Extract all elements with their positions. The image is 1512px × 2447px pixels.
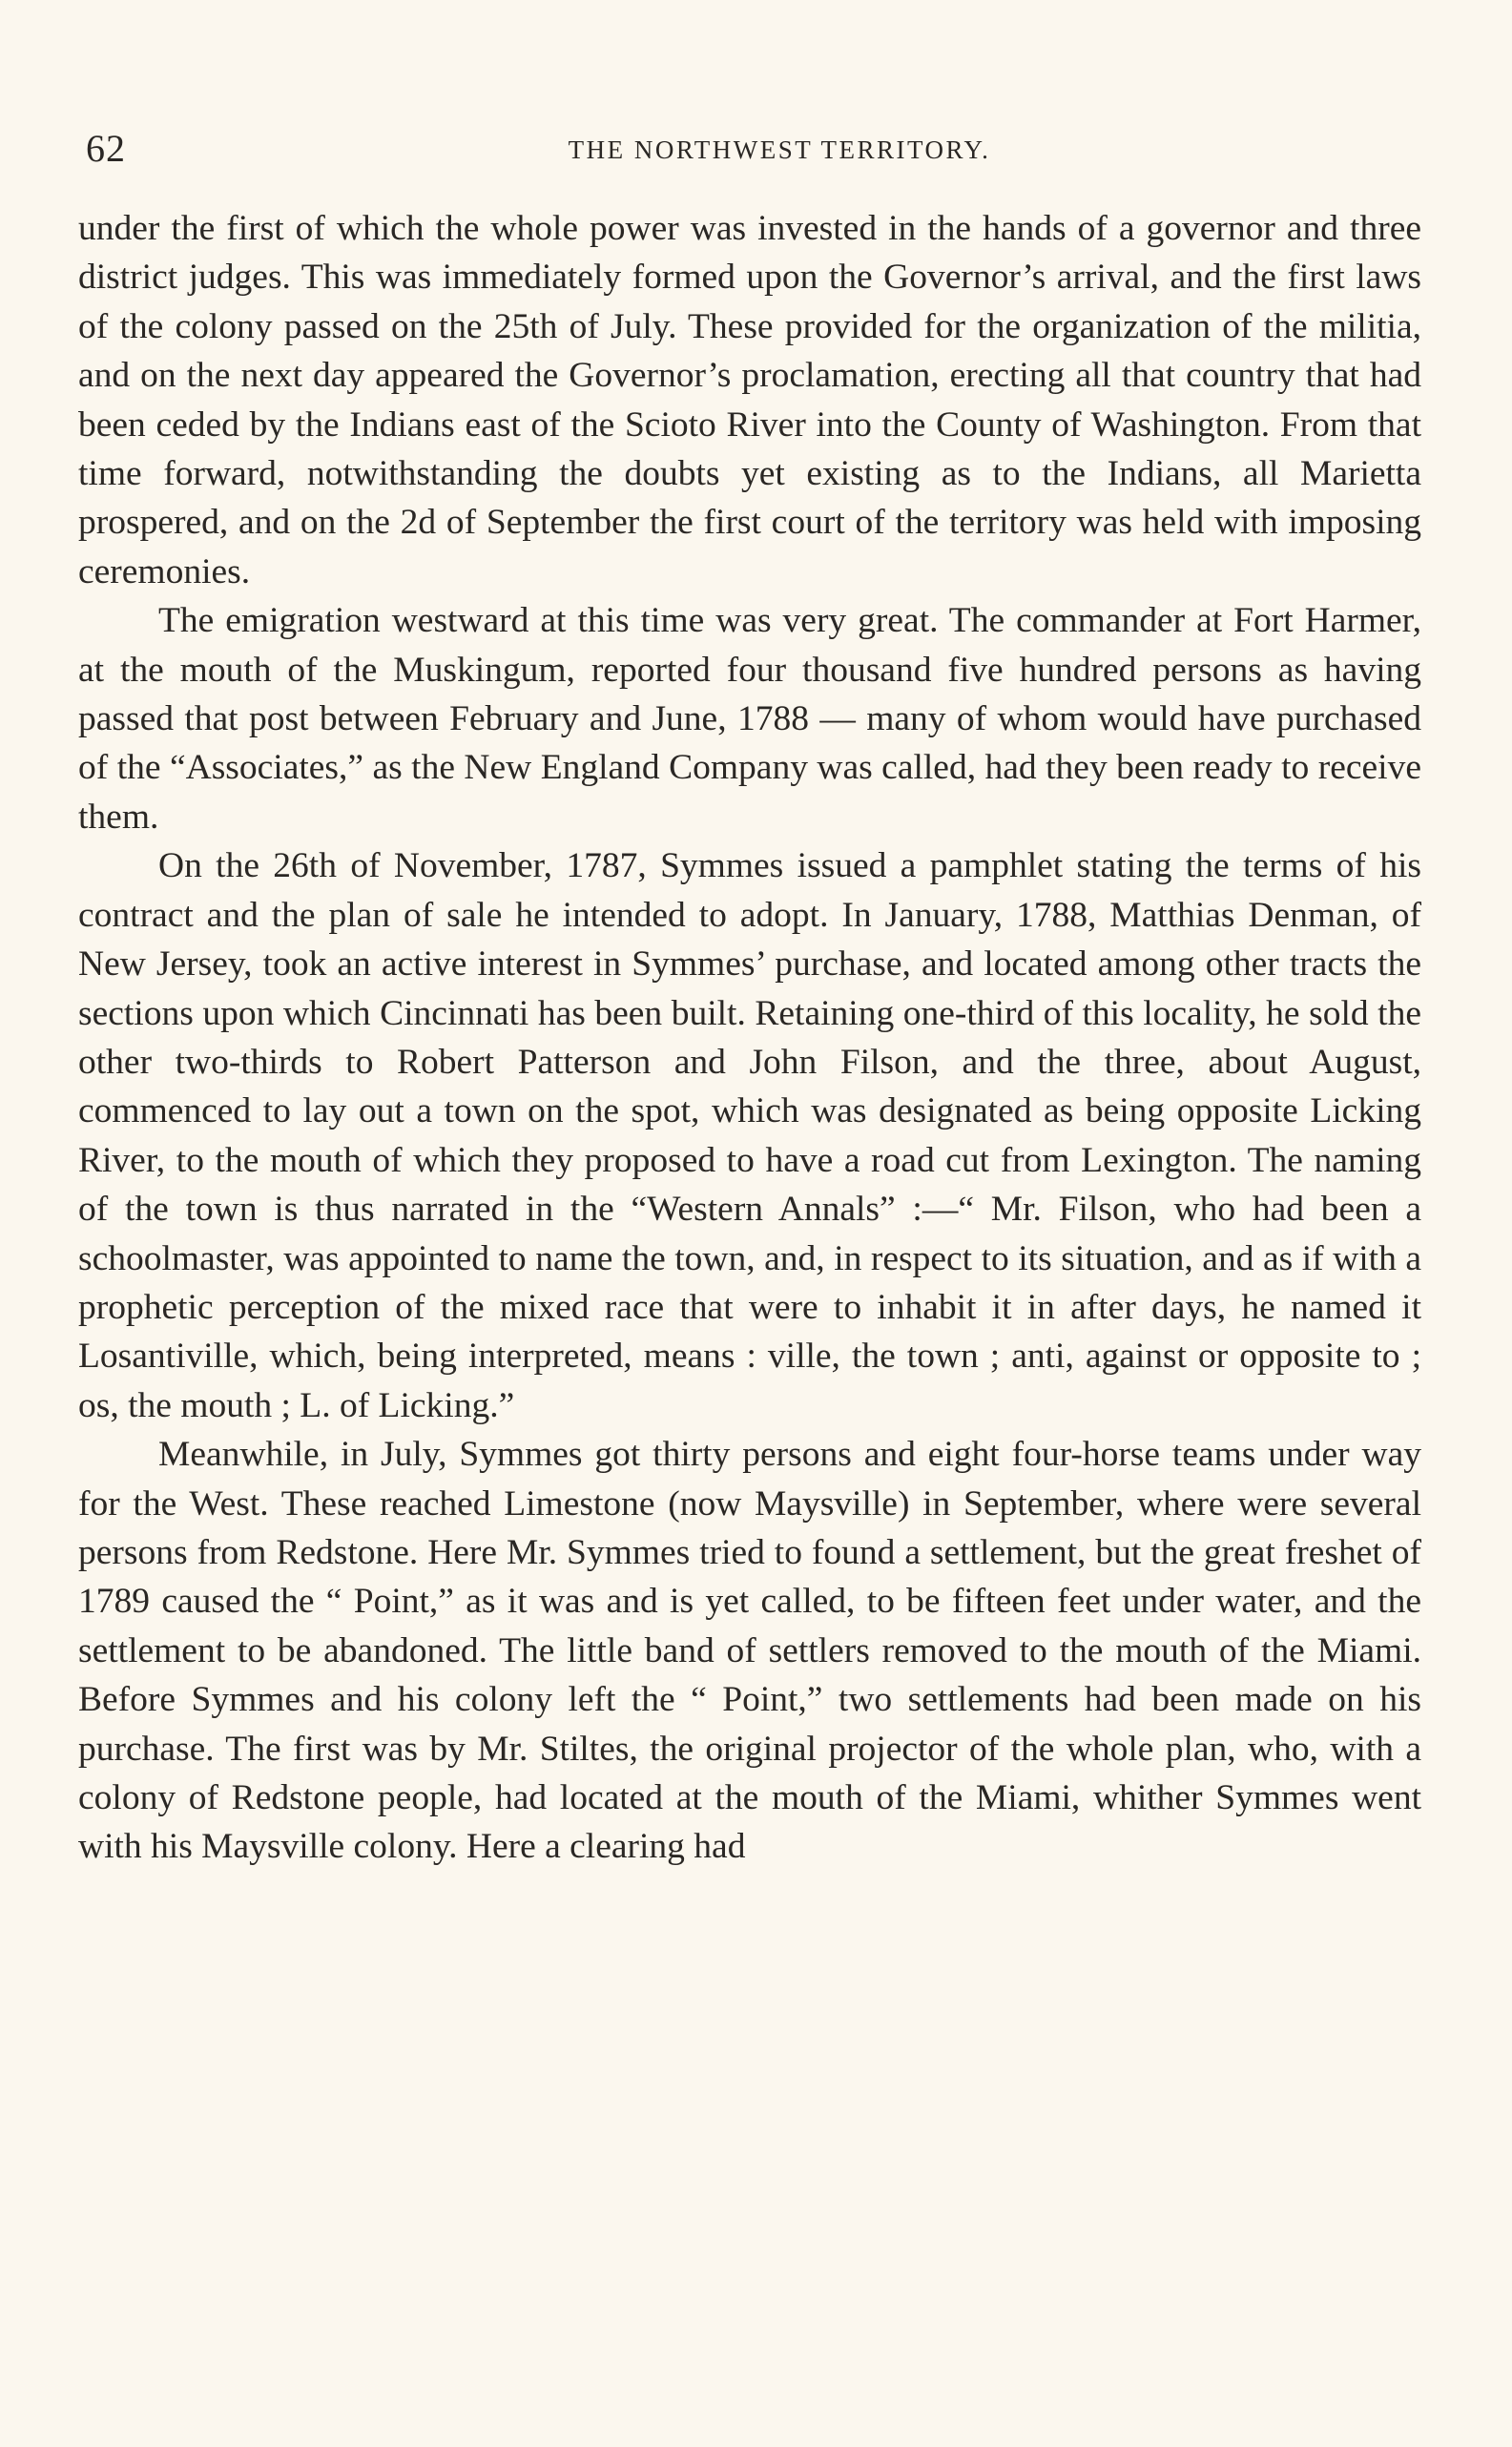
page-header — [78, 122, 1423, 179]
running-head: THE NORTHWEST TERRITORY. — [568, 135, 991, 164]
paragraph: The emigration westward at this time was very great. The commander at Fort Harmer, at the mouth of the Muskingum, reported four thousand five hundred persons as having passed that post between February and June, 1788 — many of whom would have purchased of the “Associates,” as the New England Company was called, had they been ready to receive them. — [78, 601, 1421, 837]
paragraph: Meanwhile, in July, Symmes got thirty persons and eight four-horse teams under way for the West. These reached Limestone (now Maysville) in September, where were several persons from Redstone. Here Mr. Symmes tried to found a settlement, but the great freshet of 1789 caused the “ Point,” as it was and is yet called, to be fifteen feet under water, and the settlement to be abandoned. The little band of settlers removed to the mouth of the Miami. Before Symmes and his colony left the “ Point,” two settlements had been made on his purchase. The first was by Mr. Stiltes, the original projector of the whole plan, who, with a colony of Redstone people, had located at the mouth of the Miami, whither Symmes went with his Maysville colony. Here a clearing had — [78, 1435, 1421, 1867]
body-text — [78, 204, 1421, 1872]
paragraph: under the first of which the whole power was invested in the hands of a governor and three district judges. This was immediately formed upon the Governor’s arrival, and the first laws of the colony passed on the 25th of July. These provided for the organization of the militia, and on the next day appeared the Governor’s proclamation, erecting all that country that had been ceded by the Indians east of the Scioto River into the County of Washington. From that time forward, notwithstanding the doubts yet existing as to the Indians, all Marietta prospered, and on the 2d of September the first court of the territory was held with imposing ceremonies. — [78, 209, 1421, 591]
page-number: 62 — [86, 127, 126, 170]
paragraph: On the 26th of November, 1787, Symmes issued a pamphlet stating the terms of his contract and the plan of sale he intended to adopt. In January, 1788, Matthias Denman, of New Jersey, took an active interest in Symmes’ purchase, and located among other tracts the sections upon which Cincinnati has been built. Retaining one-third of this locality, he sold the other two-thirds to Robert Patterson and John Filson, and the three, about August, commenced to lay out a town on the spot, which was designated as being opposite Licking River, to the mouth of which they proposed to have a road cut from Lexington. The naming of the town is thus narrated in the “Western Annals” :—“ Mr. Filson, who had been a schoolmaster, was appointed to name the town, and, in respect to its situation, and as if with a prophetic perception of the mixed race that were to inhabit it in after days, he named it Losantiville, which, being interpreted, means : ville, the town ; anti, against or opposite to ; os, the mouth ; L. of Licking.” — [78, 846, 1421, 1425]
